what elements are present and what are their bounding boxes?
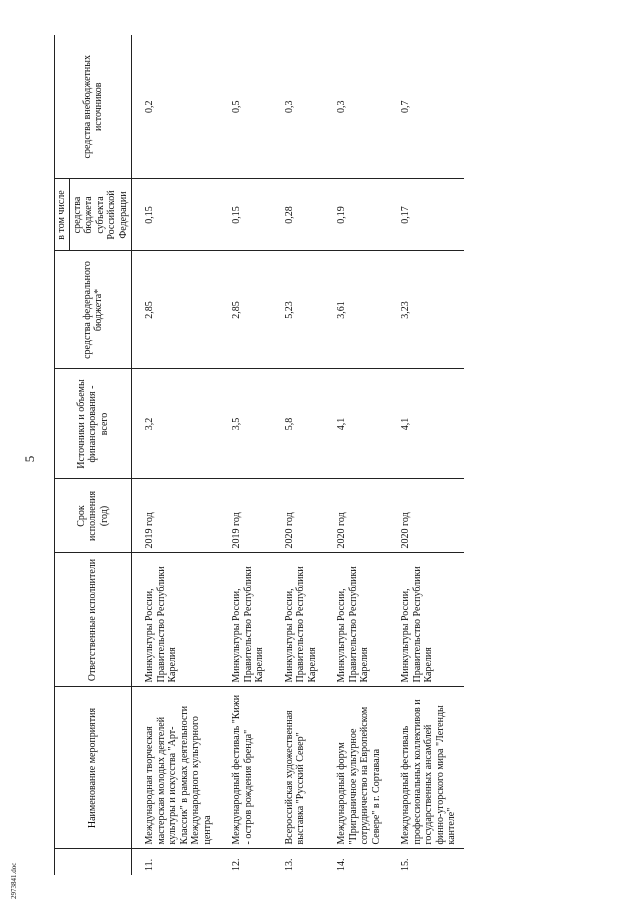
header-including: в том числе [55, 179, 70, 251]
table-row [388, 35, 464, 875]
row-extrabudgetary: 0,5 [219, 35, 272, 179]
row-event-name: Международный фестиваль "Кижи - остров рождения бренда" [219, 687, 272, 849]
financing-table [54, 35, 464, 875]
row-executors: Минкультуры России, Правительство Республики Карелия [272, 553, 325, 687]
row-event-name: Всероссийская художественная выставка "Русский Север" [272, 687, 325, 849]
row-total: 5,8 [272, 369, 325, 479]
row-executors: Минкультуры России, Правительство Республики Карелия [324, 553, 388, 687]
header-federal-budget: средства федерального бюджета* [55, 251, 132, 369]
row-regional: 0,17 [388, 179, 464, 251]
header-executors: Ответственные исполнители [55, 553, 132, 687]
row-total: 3,5 [219, 369, 272, 479]
row-term: 2020 год [272, 479, 325, 553]
row-regional: 0,15 [132, 179, 220, 251]
row-regional: 0,15 [219, 179, 272, 251]
row-federal: 5,23 [272, 251, 325, 369]
row-extrabudgetary: 0,3 [272, 35, 325, 179]
row-term: 2020 год [388, 479, 464, 553]
row-extrabudgetary: 0,2 [132, 35, 220, 179]
row-extrabudgetary: 0,3 [324, 35, 388, 179]
row-term: 2019 год [219, 479, 272, 553]
row-federal: 3,23 [388, 251, 464, 369]
table-row [324, 35, 388, 875]
row-total: 3,2 [132, 369, 220, 479]
table-row [219, 35, 272, 875]
row-number: 13. [272, 849, 325, 875]
row-number: 14. [324, 849, 388, 875]
row-event-name: Международный фестиваль профессиональных коллективов и государственных ансамблей финно-угорского мира "Легенды кантеле" [388, 687, 464, 849]
table-body [132, 35, 464, 875]
row-executors: Минкультуры России, Правительство Республики Карелия [388, 553, 464, 687]
header-event-name: Наименование мероприятия [55, 687, 132, 849]
row-total: 4,1 [388, 369, 464, 479]
row-term: 2020 год [324, 479, 388, 553]
header-number [55, 849, 132, 875]
row-executors: Минкультуры России, Правительство Республики Карелия [132, 553, 220, 687]
document-id: 2973841.doc [10, 862, 18, 899]
header-total-financing: Источники и объемы финансирования - всего [55, 369, 132, 479]
row-term: 2019 год [132, 479, 220, 553]
table-header [55, 35, 132, 875]
row-federal: 2,85 [219, 251, 272, 369]
row-extrabudgetary: 0,7 [388, 35, 464, 179]
row-total: 4,1 [324, 369, 388, 479]
row-event-name: Международная творческая мастерская молодых деятелей культуры и искусства "Арт-Классик" в рамках деятельности Международного культурного центра [132, 687, 220, 849]
row-regional: 0,28 [272, 179, 325, 251]
row-executors: Минкультуры России, Правительство Республики Карелия [219, 553, 272, 687]
row-federal: 3,61 [324, 251, 388, 369]
row-regional: 0,19 [324, 179, 388, 251]
header-term: Срок исполнения (год) [55, 479, 132, 553]
row-number: 15. [388, 849, 464, 875]
table-row [272, 35, 325, 875]
header-extrabudgetary: средства внебюджетных источников [55, 35, 132, 179]
table-row [132, 35, 220, 875]
row-federal: 2,85 [132, 251, 220, 369]
row-number: 11. [132, 849, 220, 875]
row-number: 12. [219, 849, 272, 875]
row-event-name: Международный форум "Приграничное культурное сотрудничество на Европейском Севере" в г. Сортавала [324, 687, 388, 849]
page-number: 5 [22, 455, 37, 463]
header-regional-budget: средства бюджета субъекта Российской Федерации [69, 179, 132, 251]
